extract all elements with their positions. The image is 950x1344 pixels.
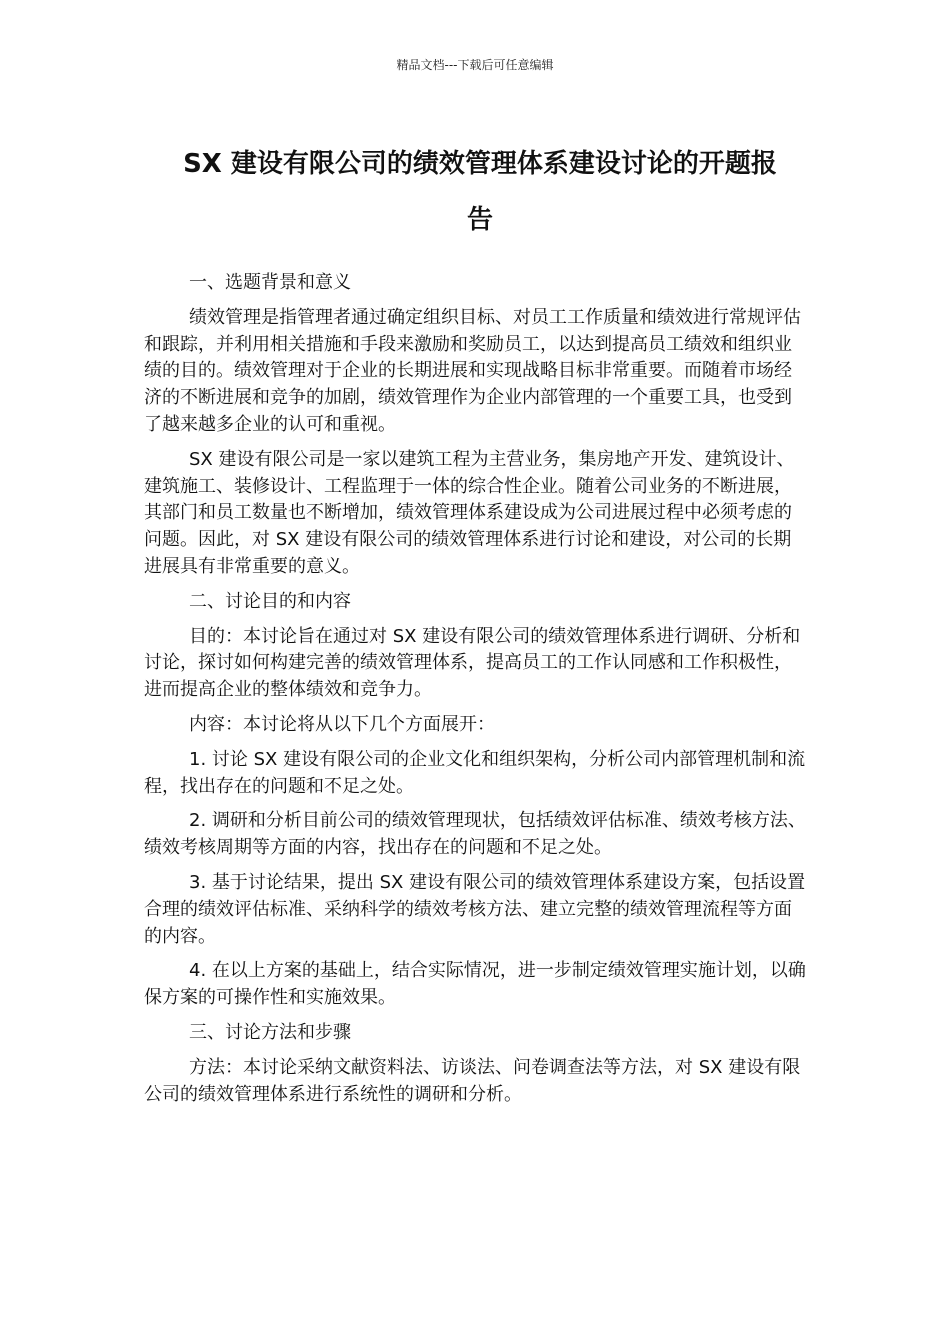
paragraph-background: 绩效管理是指管理者通过确定组织目标、对员工工作质量和绩效进行常规评估和跟踪，并利用相关措施和手段来激励和奖励员工，以达到提高员工绩效和组织业绩的目的。绩效管理对于企业的长期进展和实现战略目标非常重要。而随着市场经济的不断进展和竞争的加剧，绩效管理作为企业内部管理的一个重要工具，也受到了越来越多企业的认可和重视。 xyxy=(144,306,801,435)
header-note: 精品文档---下载后可任意编辑 xyxy=(396,58,554,72)
list-item-1: 1. 讨论 SX 建设有限公司的企业文化和组织架构，分析公司内部管理机制和流程，找出存在的问题和不足之处。 xyxy=(144,748,806,797)
section-heading-3: 三、讨论方法和步骤 xyxy=(189,1021,351,1043)
document-body xyxy=(144,270,809,1116)
title-line-1: SX 建设有限公司的绩效管理体系建设讨论的开题报 xyxy=(183,149,777,179)
paragraph-purpose: 目的：本讨论旨在通过对 SX 建设有限公司的绩效管理体系进行调研、分析和讨论，探讨如何构建完善的绩效管理体系，提高员工的工作认同感和工作积极性，进而提高企业的整体绩效和竞争力。 xyxy=(144,625,801,701)
list-item-3: 3. 基于讨论结果，提出 SX 建设有限公司的绩效管理体系建设方案，包括设置合理的绩效评估标准、采纳科学的绩效考核方法、建立完整的绩效管理流程等方面的内容。 xyxy=(144,871,806,947)
paragraph-company-intro: SX 建设有限公司是一家以建筑工程为主营业务，集房地产开发、建筑设计、建筑施工、装修设计、工程监理于一体的综合性企业。随着公司业务的不断进展，其部门和员工数量也不断增加，绩效管理体系建设成为公司进展过程中必须考虑的问题。因此，对 SX 建设有限公司的绩效管理体系进行讨论和建设，对公司的长期进展具有非常重要的意义。 xyxy=(144,448,795,577)
paragraph-method: 方法：本讨论采纳文献资料法、访谈法、问卷调查法等方法，对 SX 建设有限公司的绩效管理体系进行系统性的调研和分析。 xyxy=(144,1056,801,1105)
section-heading-1: 一、选题背景和意义 xyxy=(189,272,351,293)
paragraph-content-intro: 内容：本讨论将从以下几个方面展开： xyxy=(189,713,495,735)
document-title xyxy=(140,136,820,248)
section-heading-2: 二、讨论目的和内容 xyxy=(189,590,351,612)
list-item-2: 2. 调研和分析目前公司的绩效管理现状，包括绩效评估标准、绩效考核方法、绩效考核周期等方面的内容，找出存在的问题和不足之处。 xyxy=(144,810,806,859)
title-line-2: 告 xyxy=(466,205,493,235)
list-item-4: 4. 在以上方案的基础上，结合实际情况，进一步制定绩效管理实施计划，以确保方案的可操作性和实施效果。 xyxy=(144,960,806,1009)
